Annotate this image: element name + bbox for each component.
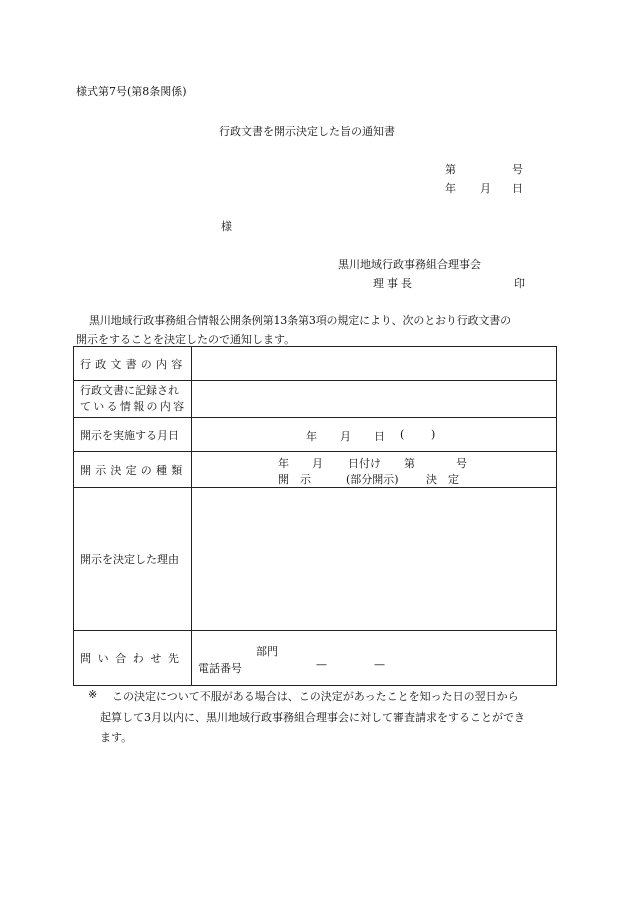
label-contact: 問い合わせ先 (74, 631, 192, 686)
sender-title: 理事長 (373, 277, 415, 290)
date-day: 日 (512, 182, 523, 195)
note-line1: この決定について不服がある場合は、この決定があったことを知った日の翌日から (112, 690, 519, 703)
form-number: 様式第7号(第8条関係) (76, 85, 187, 98)
note-mark: ※ (88, 688, 98, 701)
recipient-honorific: 様 (221, 220, 232, 233)
seal-mark: 印 (514, 277, 525, 290)
label-document-content: 行政文書の内容 (74, 347, 192, 381)
table-row (74, 488, 557, 631)
value-reason (192, 488, 557, 631)
body-text-line1: 黒川地域行政事務組合情報公開条例第13条第3項の規定により、次のとおり行政文書の (89, 314, 511, 327)
value-recorded-information (192, 381, 557, 418)
document-title: 行政文書を開示決定した旨の通知書 (219, 125, 395, 138)
label-disclosure-date: 開示を実施する月日 (74, 418, 192, 452)
table-row (74, 347, 557, 381)
table-row (74, 418, 557, 452)
label-decision-type: 開示決定の種類 (74, 452, 192, 488)
body-text-line2: 開示をすることを決定したので通知します。 (76, 333, 296, 346)
label-recorded-information: 行政文書に記録され ている情報の内容 (74, 381, 192, 418)
note-line3: ます。 (100, 731, 133, 744)
document-number-suffix: 号 (512, 163, 523, 176)
value-contact: 部門 電話番号 — — (192, 631, 557, 686)
date-year: 年 (445, 182, 456, 195)
value-decision-type: 年 月 日付け 第 号 開 示 (部分開示) 決 定 (192, 452, 557, 488)
document-number-prefix: 第 (445, 163, 456, 176)
value-document-content (192, 347, 557, 381)
table-row (74, 381, 557, 418)
label-reason: 開示を決定した理由 (74, 488, 192, 631)
notice-table (73, 346, 557, 686)
table-row (74, 631, 557, 686)
value-disclosure-date: 年 月 日 ( ) (192, 418, 557, 452)
sender-organization: 黒川地域行政事務組合理事会 (338, 258, 481, 271)
date-month: 月 (480, 182, 491, 195)
note-line2: 起算して3月以内に、黒川地域行政事務組合理事会に対して審査請求をすることができ (100, 711, 525, 724)
table-row (74, 452, 557, 488)
